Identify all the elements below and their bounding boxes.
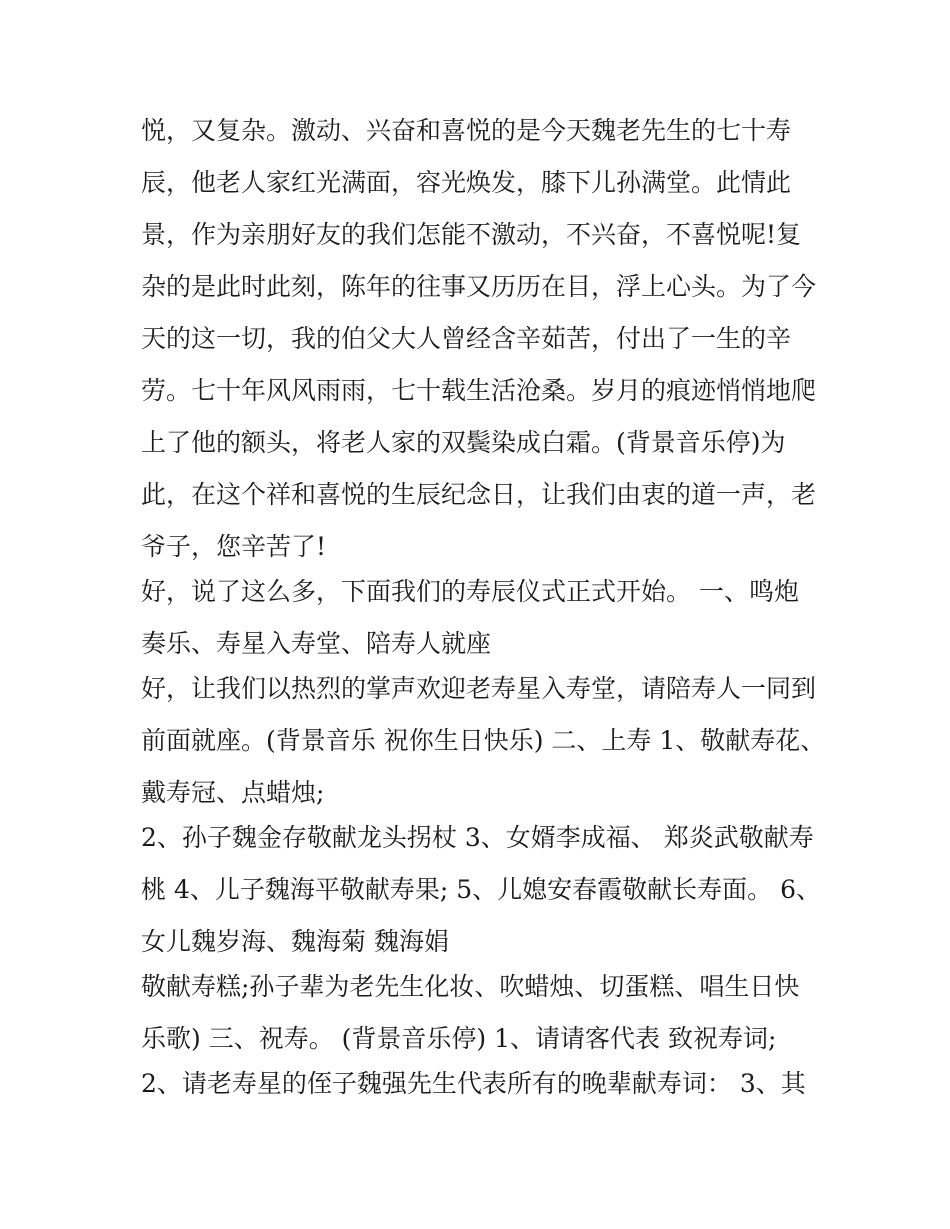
text-line: 杂的是此时此刻，陈年的往事又历历在目，浮上心头。为了今 bbox=[141, 272, 817, 301]
text-line: 爷子，您辛苦了! bbox=[141, 532, 327, 561]
text-line: 好，说了这么多，下面我们的寿辰仪式正式开始。 一、鸣炮 bbox=[141, 577, 799, 606]
text-line: 悦，又复杂。激动、兴奋和喜悦的是今天魏老先生的七十寿 bbox=[141, 116, 792, 145]
text-line: 天的这一切，我的伯父大人曾经含辛茹苦，付出了一生的辛 bbox=[141, 324, 792, 353]
text-line: 桃 4、儿子魏海平敬献寿果; 5、儿媳安春霞敬献长寿面。 6、 bbox=[141, 875, 821, 904]
text-line: 前面就座。(背景音乐 祝你生日快乐) 二、上寿 1、敬献寿花、 bbox=[141, 726, 826, 755]
text-line: 好，让我们以热烈的掌声欢迎老寿星入寿堂，请陪寿人一同到 bbox=[141, 674, 817, 703]
text-line: 辰，他老人家红光满面，容光焕发，膝下儿孙满堂。此情此 bbox=[141, 168, 792, 197]
text-line: 2、孙子魏金存敬献龙头拐杖 3、女婿李成福、 郑炎武敬献寿 bbox=[141, 823, 814, 852]
text-line: 劳。七十年风风雨雨，七十载生活沧桑。岁月的痕迹悄悄地爬 bbox=[141, 376, 817, 405]
text-line: 女儿魏岁海、魏海菊 魏海娟 bbox=[141, 927, 449, 956]
text-line: 戴寿冠、点蜡烛; bbox=[141, 778, 325, 807]
text-line: 敬献寿糕;孙子辈为老先生化妆、吹蜡烛、切蛋糕、唱生日快 bbox=[141, 972, 800, 1001]
text-line: 2、请老寿星的侄子魏强先生代表所有的晚辈献寿词： 3、其 bbox=[141, 1069, 806, 1098]
document-body bbox=[141, 108, 831, 1106]
text-line: 景，作为亲朋好友的我们怎能不激动，不兴奋，不喜悦呢!复 bbox=[141, 220, 802, 249]
text-line: 上了他的额头，将老人家的双鬓染成白霜。(背景音乐停)为 bbox=[141, 428, 786, 457]
text-line: 此，在这个祥和喜悦的生辰纪念日，让我们由衷的道一声，老 bbox=[141, 480, 817, 509]
text-line: 乐歌) 三、祝寿。 (背景音乐停) 1、请请客代表 致祝寿词; bbox=[141, 1024, 777, 1053]
text-line: 奏乐、寿星入寿堂、陪寿人就座 bbox=[141, 629, 492, 658]
